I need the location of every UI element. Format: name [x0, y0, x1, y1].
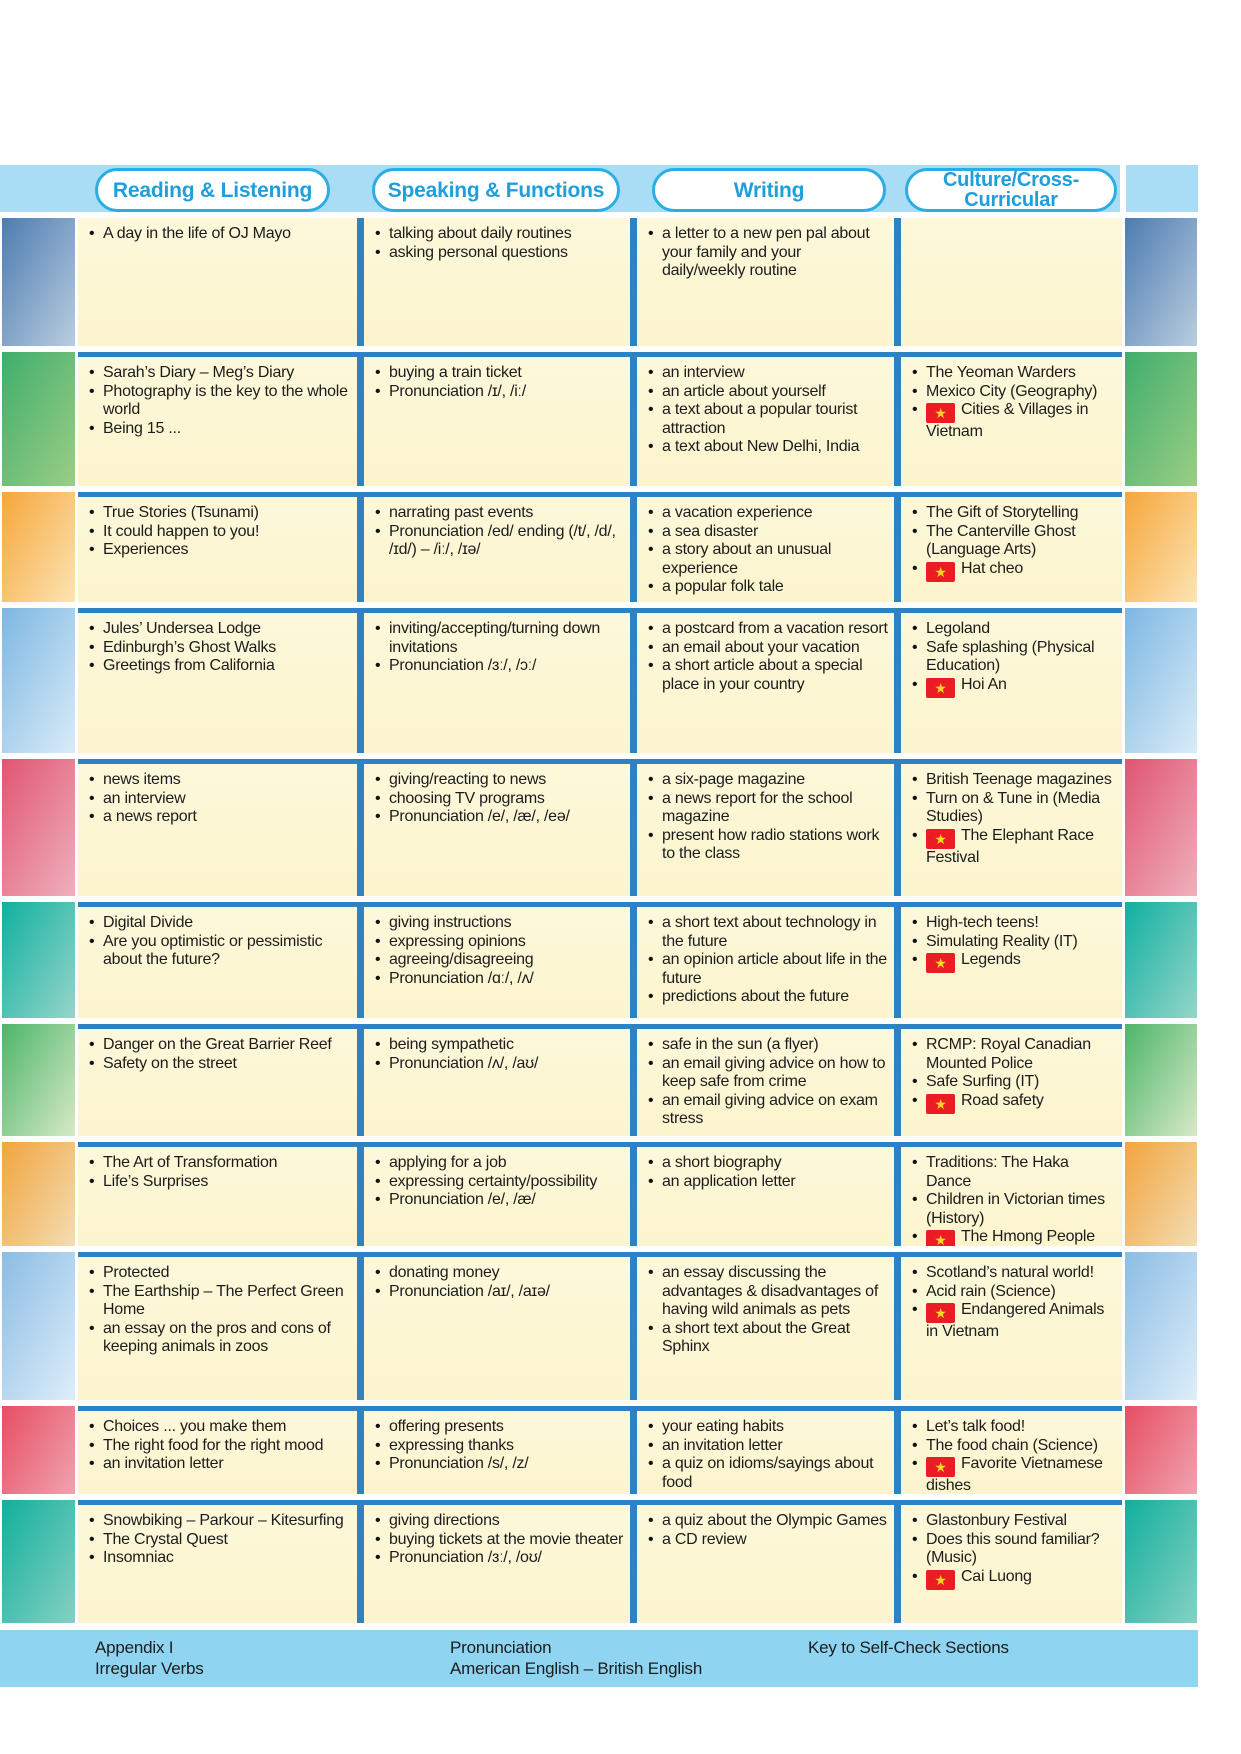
footer-appendix-line1: Appendix I	[95, 1638, 174, 1657]
list-item: • Safe Surfing (IT)	[911, 1073, 1116, 1092]
row-cells	[78, 1142, 1122, 1246]
reading-listening-cell	[78, 764, 357, 896]
writing-cell	[637, 1257, 894, 1400]
row-accent-left	[2, 1500, 75, 1623]
list-item: • High-tech teens!	[911, 914, 1116, 933]
row-accent-right	[1125, 1024, 1197, 1136]
list-item: • agreeing/disagreeing	[374, 951, 624, 970]
list-item: • a story about an unusual experience	[647, 541, 888, 578]
vietnam-flag-icon	[926, 562, 955, 582]
footer-band	[0, 1630, 1198, 1687]
list-item: • donating money	[374, 1264, 624, 1283]
list-item	[911, 560, 1116, 582]
list-item: • Experiences	[88, 541, 351, 560]
row-accent-right	[1125, 218, 1197, 346]
list-item: • choosing TV programs	[374, 790, 624, 809]
reading-listening-cell	[78, 1257, 357, 1400]
footer-appendix	[95, 1637, 204, 1679]
footer-appendix-line2: Irregular Verbs	[95, 1659, 204, 1678]
list-item: • The right food for the right mood	[88, 1437, 351, 1456]
row-accent-left	[2, 759, 75, 896]
table-row	[2, 492, 1197, 602]
list-item: • a six-page magazine	[647, 771, 888, 790]
list-item: • news items	[88, 771, 351, 790]
list-item: • Edinburgh’s Ghost Walks	[88, 639, 351, 658]
list-item	[911, 1092, 1116, 1114]
list-item: • a text about a popular tourist attraction	[647, 401, 888, 438]
speaking-functions-cell	[364, 1029, 630, 1136]
footer-pronunciation	[450, 1637, 702, 1679]
list-item: • The Earthship – The Perfect Green Home	[88, 1283, 351, 1320]
vietnam-flag-icon	[926, 678, 955, 698]
writing-cell	[637, 1147, 894, 1246]
speaking-functions-cell	[364, 357, 630, 486]
list-item: • Children in Victorian times (History)	[911, 1191, 1116, 1228]
list-item: • a short biography	[647, 1154, 888, 1173]
footer-pronunciation-line1: Pronunciation	[450, 1638, 552, 1657]
list-item: • It could happen to you!	[88, 523, 351, 542]
list-item-text: The Hmong People	[961, 1228, 1095, 1245]
list-item: • Does this sound familiar? (Music)	[911, 1531, 1116, 1568]
reading-listening-cell	[78, 613, 357, 753]
list-item: • a postcard from a vacation resort	[647, 620, 888, 639]
list-item: • an essay discussing the advantages & disadvantages of having wild animals as pets	[647, 1264, 888, 1320]
speaking-functions-cell	[364, 1505, 630, 1623]
list-item: • buying tickets at the movie theater	[374, 1531, 624, 1550]
list-item: • Simulating Reality (IT)	[911, 933, 1116, 952]
list-item: • giving directions	[374, 1512, 624, 1531]
list-item	[911, 1568, 1116, 1590]
table-row	[2, 352, 1197, 486]
list-item: • The food chain (Science)	[911, 1437, 1116, 1456]
speaking-functions-cell	[364, 1411, 630, 1494]
culture-cell	[901, 1257, 1122, 1400]
row-accent-right	[1125, 902, 1197, 1018]
culture-cell	[901, 764, 1122, 896]
vietnam-flag-icon	[926, 1303, 955, 1323]
list-item: • a sea disaster	[647, 523, 888, 542]
reading-listening-cell	[78, 1411, 357, 1494]
list-item-text: The Elephant Race Festival	[926, 826, 1094, 866]
list-item: • Insomniac	[88, 1549, 351, 1568]
list-item: • Pronunciation /ɜː/, /oʊ/	[374, 1549, 624, 1568]
vietnam-flag-icon	[926, 953, 955, 973]
list-item: • predictions about the future	[647, 988, 888, 1007]
list-item: • an interview	[647, 364, 888, 383]
list-item: • buying a train ticket	[374, 364, 624, 383]
list-item: • Digital Divide	[88, 914, 351, 933]
writing-cell	[637, 1505, 894, 1623]
list-item: • Acid rain (Science)	[911, 1283, 1116, 1302]
list-item: • Jules’ Undersea Lodge	[88, 620, 351, 639]
row-accent-left	[2, 1406, 75, 1494]
list-item: • your eating habits	[647, 1418, 888, 1437]
culture-cell	[901, 497, 1122, 602]
column-header-speaking-functions: Speaking & Functions	[372, 168, 620, 212]
list-item: • Mexico City (Geography)	[911, 383, 1116, 402]
footer-key	[808, 1637, 1009, 1658]
culture-cell	[901, 1029, 1122, 1136]
list-item-text: Endangered Animals in Vietnam	[926, 1301, 1105, 1340]
row-cells	[78, 608, 1122, 753]
culture-cell	[901, 613, 1122, 753]
list-item: • offering presents	[374, 1418, 624, 1437]
list-item: • expressing thanks	[374, 1437, 624, 1456]
list-item: • British Teenage magazines	[911, 771, 1116, 790]
list-item: • Traditions: The Haka Dance	[911, 1154, 1116, 1191]
list-item: • applying for a job	[374, 1154, 624, 1173]
list-item: • Pronunciation /aɪ/, /aɪə/	[374, 1283, 624, 1302]
vietnam-flag-icon	[926, 403, 955, 423]
reading-listening-cell	[78, 907, 357, 1018]
list-item: • expressing opinions	[374, 933, 624, 952]
list-item: • an email giving advice on exam stress	[647, 1092, 888, 1129]
list-item: • a CD review	[647, 1531, 888, 1550]
list-item: • a quiz on idioms/sayings about food	[647, 1455, 888, 1492]
culture-cell	[901, 907, 1122, 1018]
list-item: • an essay on the pros and cons of keeping animals in zoos	[88, 1320, 351, 1357]
row-accent-right	[1125, 492, 1197, 602]
list-item	[911, 1301, 1116, 1342]
row-cells	[78, 1406, 1122, 1494]
list-item: • giving instructions	[374, 914, 624, 933]
list-item: • Scotland’s natural world!	[911, 1264, 1116, 1283]
row-accent-right	[1125, 1142, 1197, 1246]
list-item: • a quiz about the Olympic Games	[647, 1512, 888, 1531]
vietnam-flag-icon	[926, 1230, 955, 1246]
table-row	[2, 759, 1197, 896]
vietnam-flag-icon	[926, 829, 955, 849]
list-item	[911, 401, 1116, 442]
list-item: • Pronunciation /ʌ/, /aʊ/	[374, 1055, 624, 1074]
row-accent-left	[2, 1252, 75, 1400]
vietnam-flag-icon	[926, 1570, 955, 1590]
list-item: • a news report for the school magazine	[647, 790, 888, 827]
row-accent-right	[1125, 608, 1197, 753]
list-item: • The Crystal Quest	[88, 1531, 351, 1550]
list-item: • Choices ... you make them	[88, 1418, 351, 1437]
list-item: • a news report	[88, 808, 351, 827]
list-item: • The Yeoman Warders	[911, 364, 1116, 383]
list-item	[911, 951, 1116, 973]
row-cells	[78, 218, 1122, 346]
reading-listening-cell	[78, 1505, 357, 1623]
culture-cell	[901, 218, 1122, 346]
list-item: • a short text about the Great Sphinx	[647, 1320, 888, 1357]
list-item: • a short article about a special place in your country	[647, 657, 888, 694]
speaking-functions-cell	[364, 764, 630, 896]
list-item	[911, 827, 1116, 868]
row-accent-right	[1125, 759, 1197, 896]
row-cells	[78, 352, 1122, 486]
reading-listening-cell	[78, 497, 357, 602]
list-item-text: Hoi An	[961, 675, 1007, 693]
writing-cell	[637, 613, 894, 753]
list-item-text: Cai Luong	[961, 1567, 1032, 1585]
row-cells	[78, 1252, 1122, 1400]
book-map-table	[2, 218, 1197, 1623]
table-row	[2, 1500, 1197, 1623]
speaking-functions-cell	[364, 497, 630, 602]
row-cells	[78, 902, 1122, 1018]
list-item: • Snowbiking – Parkour – Kitesurfing	[88, 1512, 351, 1531]
list-item: • Photography is the key to the whole world	[88, 383, 351, 420]
row-cells	[78, 1500, 1122, 1623]
row-accent-left	[2, 492, 75, 602]
list-item: • an interview	[88, 790, 351, 809]
list-item: • Pronunciation /ɑː/, /ʌ/	[374, 970, 624, 989]
list-item: • an opinion article about life in the future	[647, 951, 888, 988]
row-accent-left	[2, 608, 75, 753]
writing-cell	[637, 1029, 894, 1136]
list-item: • Glastonbury Festival	[911, 1512, 1116, 1531]
list-item: • a popular folk tale	[647, 578, 888, 597]
vietnam-flag-icon	[926, 1094, 955, 1114]
table-row	[2, 1142, 1197, 1246]
speaking-functions-cell	[364, 1147, 630, 1246]
reading-listening-cell	[78, 218, 357, 346]
list-item: • Pronunciation /s/, /z/	[374, 1455, 624, 1474]
list-item: • Pronunciation /ɜː/, /ɔː/	[374, 657, 624, 676]
list-item: • Danger on the Great Barrier Reef	[88, 1036, 351, 1055]
list-item: • Turn on & Tune in (Media Studies)	[911, 790, 1116, 827]
list-item: • The Gift of Storytelling	[911, 504, 1116, 523]
culture-cell	[901, 1147, 1122, 1246]
writing-cell	[637, 218, 894, 346]
list-item: • an email giving advice on how to keep safe from crime	[647, 1055, 888, 1092]
column-header-reading-listening: Reading & Listening	[95, 168, 330, 212]
speaking-functions-cell	[364, 613, 630, 753]
writing-cell	[637, 907, 894, 1018]
list-item: • Safe splashing (Physical Education)	[911, 639, 1116, 676]
list-item-text: Cities & Villages in Vietnam	[926, 401, 1089, 440]
list-item-text: Legends	[961, 951, 1021, 968]
list-item: • an invitation letter	[88, 1455, 351, 1474]
culture-cell	[901, 1505, 1122, 1623]
row-accent-left	[2, 1024, 75, 1136]
writing-cell	[637, 497, 894, 602]
list-item: • Life’s Surprises	[88, 1173, 351, 1192]
table-row	[2, 902, 1197, 1018]
table-row	[2, 218, 1197, 346]
list-item: • an email about your vacation	[647, 639, 888, 658]
speaking-functions-cell	[364, 1257, 630, 1400]
list-item: • Legoland	[911, 620, 1116, 639]
list-item: • Pronunciation /e/, /æ/, /eə/	[374, 808, 624, 827]
list-item: • Safety on the street	[88, 1055, 351, 1074]
list-item: • narrating past events	[374, 504, 624, 523]
list-item-text: Hat cheo	[961, 559, 1024, 577]
list-item: • Sarah’s Diary – Meg’s Diary	[88, 364, 351, 383]
list-item	[911, 1228, 1116, 1246]
vietnam-flag-icon	[926, 1457, 955, 1477]
row-accent-right	[1125, 352, 1197, 486]
list-item: • a letter to a new pen pal about your family and your daily/weekly routine	[647, 225, 888, 281]
list-item: • safe in the sun (a flyer)	[647, 1036, 888, 1055]
row-cells	[78, 1024, 1122, 1136]
footer-key-line1: Key to Self-Check Sections	[808, 1638, 1009, 1657]
list-item: • a short text about technology in the future	[647, 914, 888, 951]
list-item	[911, 676, 1116, 698]
culture-cell	[901, 1411, 1122, 1494]
list-item: • The Canterville Ghost (Language Arts)	[911, 523, 1116, 560]
list-item: • Pronunciation /ed/ ending (/t/, /d/, /ɪd/) – /iː/, /ɪə/	[374, 523, 624, 560]
list-item: • talking about daily routines	[374, 225, 624, 244]
writing-cell	[637, 764, 894, 896]
list-item: • asking personal questions	[374, 244, 624, 263]
row-accent-right	[1125, 1406, 1197, 1494]
reading-listening-cell	[78, 1147, 357, 1246]
list-item: • Pronunciation /e/, /æ/	[374, 1191, 624, 1210]
list-item: • expressing certainty/possibility	[374, 1173, 624, 1192]
list-item: • giving/reacting to news	[374, 771, 624, 790]
row-accent-right	[1125, 1252, 1197, 1400]
list-item: • Protected	[88, 1264, 351, 1283]
list-item: • True Stories (Tsunami)	[88, 504, 351, 523]
reading-listening-cell	[78, 1029, 357, 1136]
row-accent-left	[2, 1142, 75, 1246]
list-item-text: Favorite Vietnamese dishes	[926, 1455, 1103, 1494]
list-item: • Are you optimistic or pessimistic about the future?	[88, 933, 351, 970]
list-item: • an application letter	[647, 1173, 888, 1192]
speaking-functions-cell	[364, 218, 630, 346]
row-accent-left	[2, 218, 75, 346]
list-item-text: Road safety	[961, 1091, 1044, 1109]
list-item: • inviting/accepting/turning down invitations	[374, 620, 624, 657]
list-item: • a text about New Delhi, India	[647, 438, 888, 457]
list-item	[911, 1455, 1116, 1494]
culture-cell	[901, 357, 1122, 486]
column-header-writing: Writing	[652, 168, 886, 212]
list-item: • Greetings from California	[88, 657, 351, 676]
list-item: • an article about yourself	[647, 383, 888, 402]
list-item: • a vacation experience	[647, 504, 888, 523]
list-item: • A day in the life of OJ Mayo	[88, 225, 351, 244]
list-item: • Being 15 ...	[88, 420, 351, 439]
row-cells	[78, 492, 1122, 602]
table-row	[2, 1406, 1197, 1494]
writing-cell	[637, 1411, 894, 1494]
footer-pronunciation-line2: American English – British English	[450, 1659, 703, 1678]
table-row	[2, 1024, 1197, 1136]
reading-listening-cell	[78, 357, 357, 486]
row-accent-right	[1125, 1500, 1197, 1623]
list-item: • an invitation letter	[647, 1437, 888, 1456]
list-item: • Pronunciation /ɪ/, /iː/	[374, 383, 624, 402]
row-accent-left	[2, 352, 75, 486]
list-item: • Let’s talk food!	[911, 1418, 1116, 1437]
column-header-culture-cross-curricular: Culture/Cross-Curricular	[905, 168, 1117, 212]
row-cells	[78, 759, 1122, 896]
list-item: • The Art of Transformation	[88, 1154, 351, 1173]
table-row	[2, 608, 1197, 753]
table-row	[2, 1252, 1197, 1400]
list-item: • RCMP: Royal Canadian Mounted Police	[911, 1036, 1116, 1073]
speaking-functions-cell	[364, 907, 630, 1018]
list-item: • present how radio stations work to the class	[647, 827, 888, 864]
row-accent-left	[2, 902, 75, 1018]
writing-cell	[637, 357, 894, 486]
list-item: • being sympathetic	[374, 1036, 624, 1055]
header-band-right-segment	[1126, 165, 1198, 212]
